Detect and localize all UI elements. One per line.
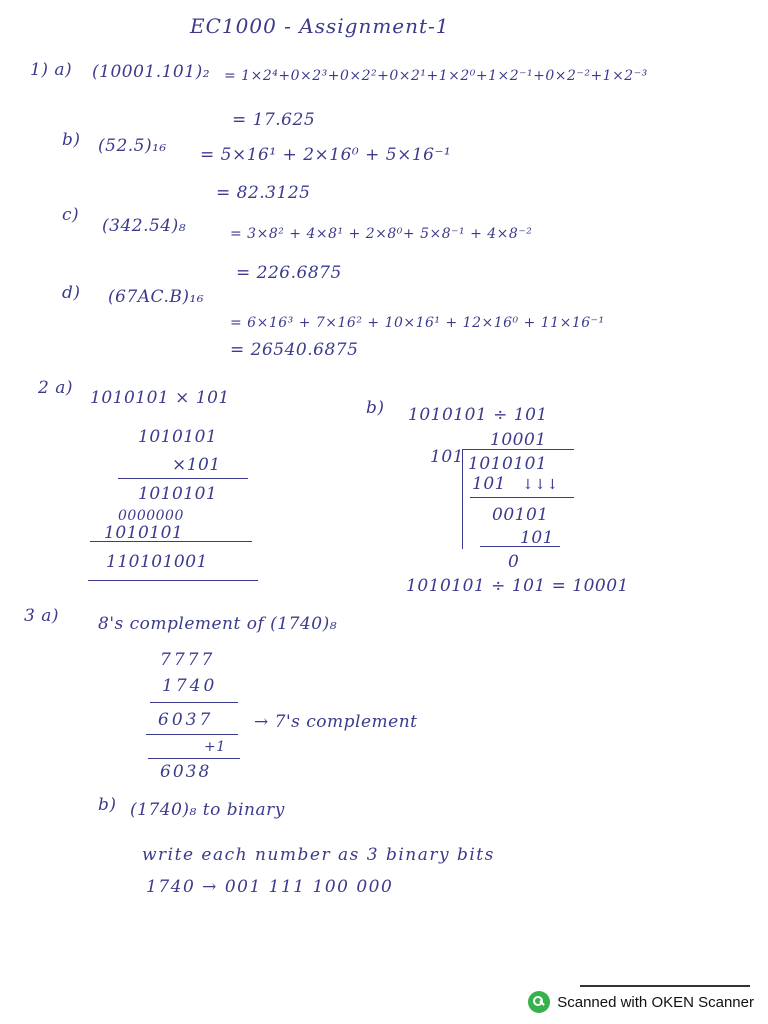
q1b-expression: (52.5)₁₆: [98, 136, 167, 156]
q2b-result: 1010101 ÷ 101 = 10001: [406, 576, 629, 596]
oken-scanner-logo-icon: [528, 991, 550, 1013]
q2a-rule-2: [90, 541, 252, 542]
q2b-step-2: 00101: [492, 505, 549, 525]
q2a-partial-2: 0000000: [118, 508, 184, 524]
q3a-result: 6038: [160, 762, 212, 782]
q2a-multiplicand: 1010101: [138, 427, 218, 447]
q1d-label: d): [62, 283, 81, 303]
q2a-rule-1: [118, 478, 248, 479]
q3a-rule-1: [150, 702, 238, 703]
q3a-sevens: 7777: [160, 650, 216, 670]
q2b-divisor: 101: [430, 447, 464, 467]
q3b-result: 1740 → 001 111 100 000: [146, 877, 394, 897]
q2b-dividend: 1010101: [468, 454, 548, 474]
q1d-expression: (67AC.B)₁₆: [108, 287, 205, 307]
q2b-remainder: 0: [508, 552, 520, 572]
q2b-bring-down-arrows: ↓↓↓: [522, 477, 559, 493]
q1a-result: = 17.625: [232, 110, 316, 130]
q3a-title: 8's complement of (1740)₈: [98, 614, 338, 634]
footer-divider: [580, 985, 750, 987]
q1a-expansion: = 1×2⁴+0×2³+0×2²+0×2¹+1×2⁰+1×2⁻¹+0×2⁻²+1×2⁻³: [224, 68, 648, 84]
q3a-label: 3 a): [24, 606, 59, 626]
q3a-rule-2: [146, 734, 238, 735]
q3a-note: → 7's complement: [254, 712, 418, 732]
q2a-expression: 1010101 × 101: [90, 388, 230, 408]
q2b-step-1: 101: [472, 474, 506, 494]
q1b-expansion: = 5×16¹ + 2×16⁰ + 5×16⁻¹: [200, 145, 452, 165]
q2b-expression: 1010101 ÷ 101: [408, 405, 548, 425]
q2a-multiplier: ×101: [172, 455, 221, 475]
q1d-result: = 26540.6875: [230, 340, 359, 360]
page-title: EC1000 - Assignment-1: [190, 14, 450, 38]
q1b-label: b): [62, 130, 81, 150]
q1c-result: = 226.6875: [236, 263, 342, 283]
q3a-rule-3: [148, 758, 240, 759]
q2b-rule-1: [470, 497, 574, 498]
q2a-rule-3: [88, 580, 258, 581]
q2b-quotient: 10001: [490, 430, 547, 450]
q1c-expression: (342.54)₈: [102, 216, 187, 236]
q1d-expansion: = 6×16³ + 7×16² + 10×16¹ + 12×16⁰ + 11×16⁻¹: [230, 315, 605, 331]
scanner-text: Scanned with OKEN Scanner: [557, 993, 754, 1011]
q3a-number: 1740: [162, 676, 218, 696]
q2a-label: 2 a): [38, 378, 73, 398]
q3a-plus-one: +1: [204, 739, 226, 755]
q1b-result: = 82.3125: [216, 183, 311, 203]
scanner-watermark: [528, 991, 754, 1013]
q1c-expansion: = 3×8² + 4×8¹ + 2×8⁰+ 5×8⁻¹ + 4×8⁻²: [230, 226, 533, 242]
q2a-partial-1: 1010101: [138, 484, 218, 504]
scanner-footer: [0, 985, 768, 1024]
q3b-instruction: write each number as 3 binary bits: [142, 845, 495, 865]
q2a-partial-3: 1010101: [104, 523, 184, 543]
q1a-expression: (10001.101)₂: [92, 62, 211, 82]
q2b-rule-2: [480, 546, 560, 547]
q2b-division-bar: [462, 449, 574, 450]
q3a-sevens-complement: 6037: [158, 710, 214, 730]
q3b-label: b): [98, 795, 117, 815]
q2a-result: 110101001: [106, 552, 208, 572]
q2b-step-3: 101: [520, 528, 554, 548]
q1c-label: c): [62, 205, 80, 225]
q3b-title: (1740)₈ to binary: [130, 800, 285, 820]
q2b-label: b): [366, 398, 385, 418]
q1a-label: 1) a): [30, 60, 73, 80]
